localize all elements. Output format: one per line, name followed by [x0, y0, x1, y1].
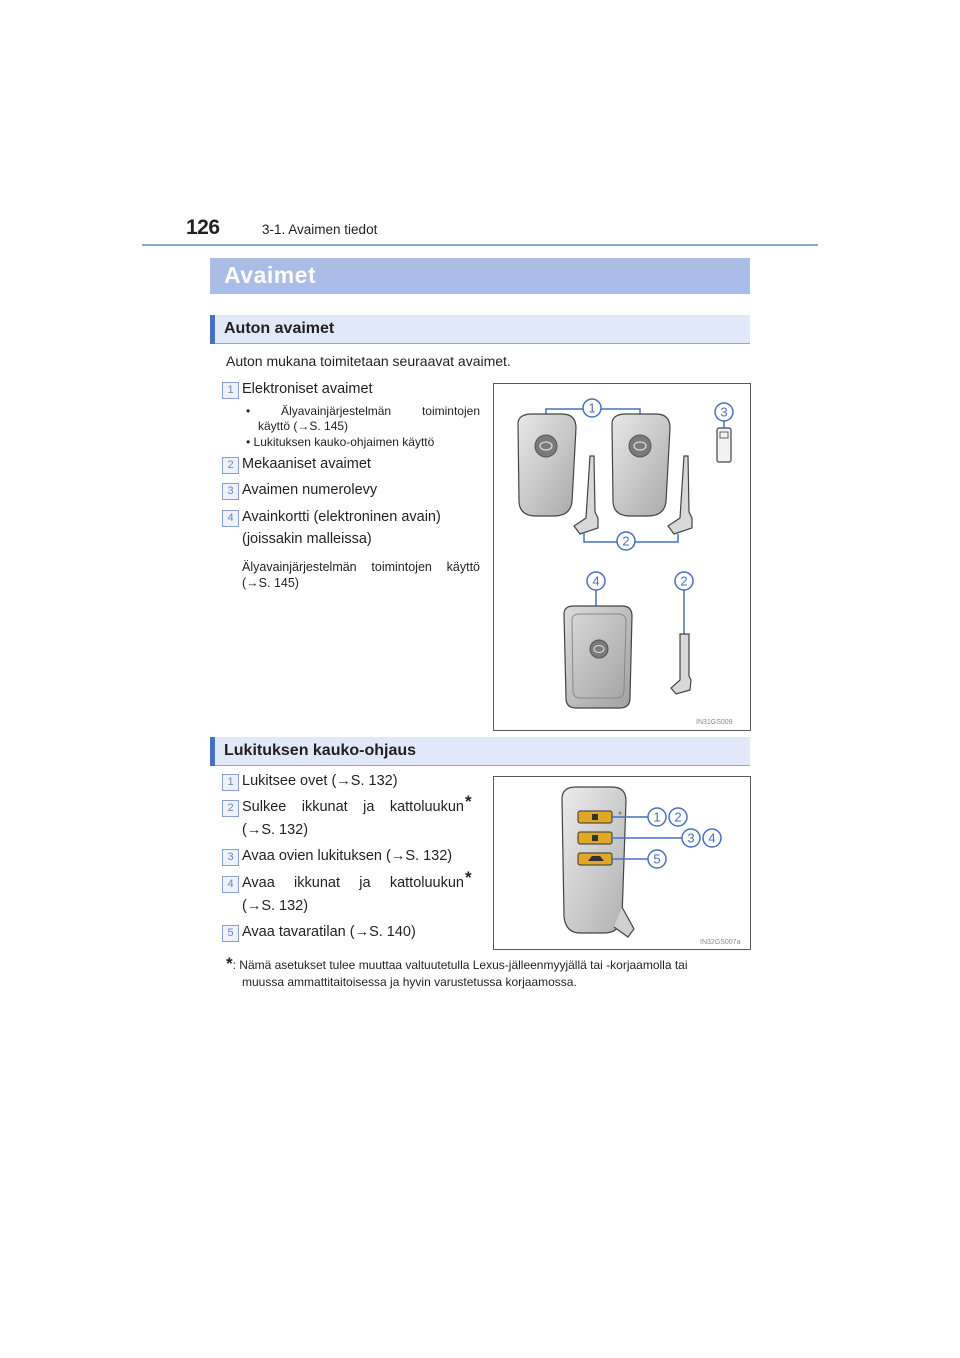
note-text: (→S. 145): [242, 576, 299, 590]
electronic-key-right-icon: [612, 414, 670, 516]
keys-figure: [493, 383, 751, 731]
footnote-line: : Nämä asetukset tulee muuttaa valtuutetulla Lexus-jälleenmyyjällä tai -korjaamolla tai: [232, 958, 688, 972]
note-text: Älyavainjärjestelmän toimintojen käyttö: [242, 560, 480, 574]
bullet-line: • Lukituksen kauko-ohjaimen käyttö: [246, 435, 435, 449]
item-number: 5: [222, 925, 239, 942]
subheading-label: Auton avaimet: [224, 320, 335, 337]
item-label: (→S. 132): [242, 898, 309, 914]
footnote-marker: *: [465, 792, 472, 811]
item-label: Lukitsee ovet (→S. 132): [242, 773, 398, 789]
subheading-lukituksen-kauko-ohjaus: [210, 737, 750, 766]
subheading-auton-avaimet: [210, 315, 750, 344]
trunk-button-icon: [578, 853, 612, 865]
item-number: 1: [222, 382, 239, 399]
item-number: 1: [222, 774, 239, 791]
lock-button-icon: [578, 811, 612, 823]
page-number: 126: [186, 216, 220, 239]
callout-label: 1: [588, 400, 596, 416]
remote-figure: [493, 776, 751, 950]
callout-label: 3: [720, 404, 728, 420]
subheading-label: Lukituksen kauko-ohjaus: [224, 742, 417, 759]
bullet-line: käyttö (→S. 145): [258, 419, 349, 433]
item-label: Avaa tavaratilan (→S. 140): [242, 924, 416, 940]
item-label: Avaa ovien lukituksen (→S. 132): [242, 848, 453, 864]
item-label: Elektroniset avaimet: [242, 381, 373, 397]
item-label: Avaimen numerolevy: [242, 482, 378, 498]
callout-label: 5: [653, 851, 661, 867]
mechanical-key-right-icon: [668, 456, 692, 534]
item-label: Sulkee ikkunat ja kattoluukun: [242, 799, 464, 815]
callout-label: 4: [708, 830, 716, 846]
figure-code: IN31GS009: [696, 719, 733, 726]
main-heading-bar: [210, 258, 750, 294]
callout-label: 2: [680, 573, 688, 589]
item-number: 2: [222, 457, 239, 474]
item-number: 4: [222, 876, 239, 893]
mechanical-key-card-icon: [671, 634, 691, 694]
remote-illustration: [494, 777, 750, 949]
callout-label: 2: [674, 809, 682, 825]
footnote-line: muussa ammattitaitoisessa ja hyvin varustetussa korjaamossa.: [242, 975, 577, 989]
keys-illustration: [494, 384, 750, 730]
footnote: [226, 955, 750, 991]
item-label: Avainkortti (elektroninen avain): [242, 509, 441, 525]
unlock-button-icon: [578, 832, 612, 844]
item-label: (→S. 132): [242, 822, 309, 838]
item-label: Mekaaniset avaimet: [242, 456, 371, 472]
main-heading: Avaimet: [224, 262, 317, 288]
item-number: 2: [222, 800, 239, 817]
footnote-marker: *: [465, 868, 472, 887]
item-label: Avaa ikkunat ja kattoluukun: [242, 875, 464, 891]
footnote-star: *: [226, 954, 233, 973]
header-rule: [142, 244, 818, 246]
item-label: (joissakin malleissa): [242, 531, 372, 547]
callout-label: 3: [687, 830, 695, 846]
callout-label: 4: [592, 573, 600, 589]
item-number: 3: [222, 849, 239, 866]
mechanical-key-left-icon: [574, 456, 598, 534]
item-number: 4: [222, 510, 239, 527]
card-key-icon: [564, 606, 632, 708]
intro-text: Auton mukana toimitetaan seuraavat avaimet.: [226, 353, 511, 369]
callout-label: 1: [653, 809, 661, 825]
item-number: 3: [222, 483, 239, 500]
section-title: 3-1. Avaimen tiedot: [262, 222, 378, 237]
callout-label: 2: [622, 533, 630, 549]
key-number-plate-icon: [717, 428, 731, 462]
electronic-key-left-icon: [518, 414, 576, 516]
figure-code: IN32GS007a: [700, 939, 741, 946]
bullet-line: • Älyavainjärjestelmän toimintojen: [246, 404, 480, 418]
